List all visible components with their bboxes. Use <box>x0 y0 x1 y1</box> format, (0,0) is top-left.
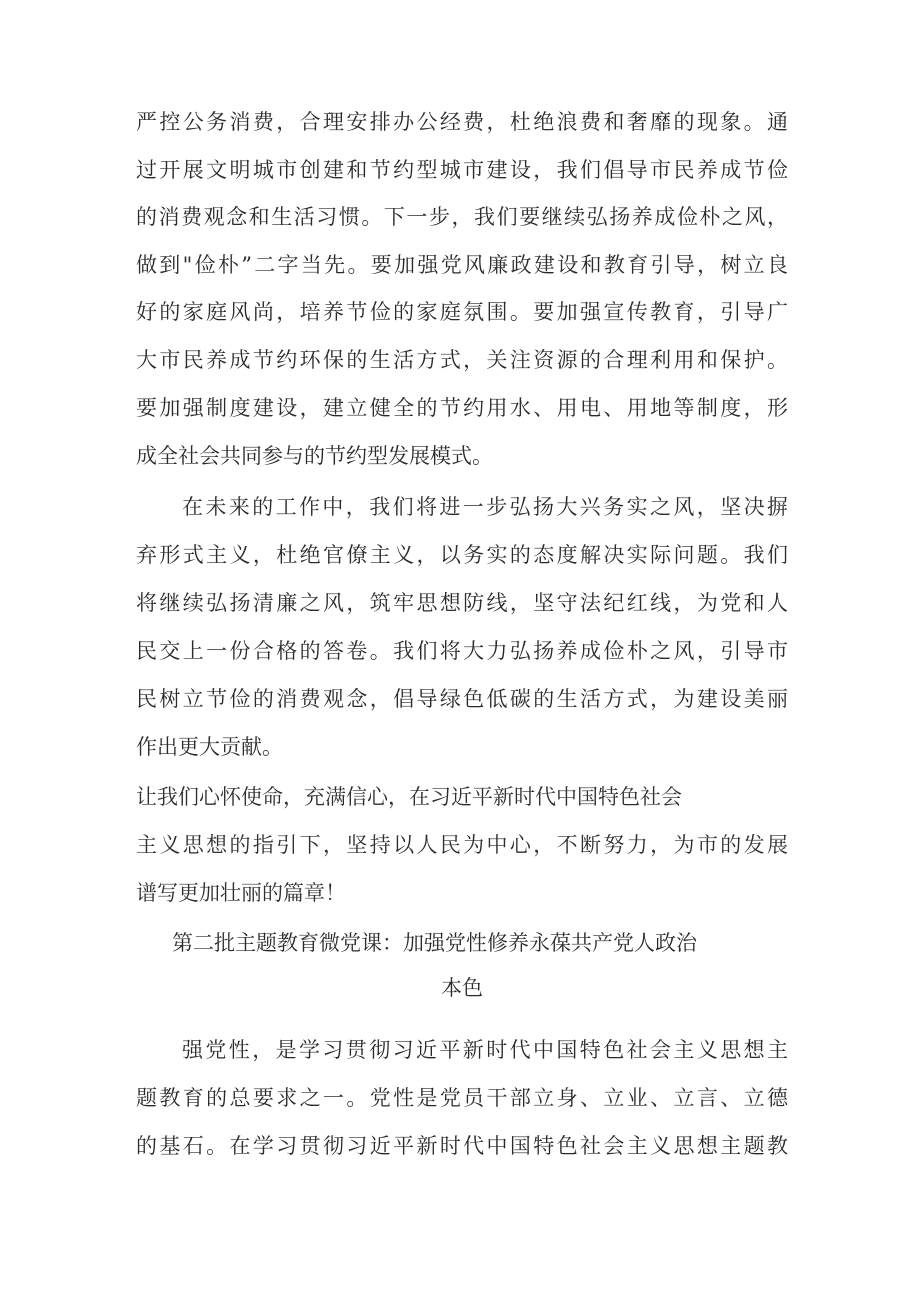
paragraph-2-line-3: 将继续弘扬清廉之风，筑牢思想防线，坚守法纪红线，为党和人 <box>136 591 788 615</box>
paragraph-1-line-7: 要加强制度建设，建立健全的节约用水、用电、用地等制度，形 <box>136 396 788 420</box>
paragraph-3-line-2: 主义思想的指引下，坚持以人民为中心，不断努力，为市的发展 <box>136 833 788 857</box>
paragraph-2-line-5: 民树立节俭的消费观念，倡导绿色低碳的生活方式，为建设美丽 <box>136 687 788 711</box>
paragraph-2-line-6: 作出更大贡献。 <box>136 735 283 759</box>
paragraph-1-line-8: 成全社会共同参与的节约型发展模式。 <box>136 444 493 468</box>
paragraph-3-line-1: 让我们心怀使命，充满信心，在习近平新时代中国特色社会 <box>136 785 682 809</box>
paragraph-2-line-4: 民交上一份合格的答卷。我们将大力弘扬养成俭朴之风，引导市 <box>136 639 788 663</box>
paragraph-1-line-1: 严控公务消费，合理安排办公经费，杜绝浪费和奢靡的现象。通 <box>136 110 788 134</box>
paragraph-4-line-3: 的基石。在学习贯彻习近平新时代中国特色社会主义思想主题教 <box>136 1134 788 1158</box>
paragraph-1-line-4: 做到"俭朴”二字当先。要加强党风廉政建设和教育引导，树立良 <box>136 253 788 277</box>
paragraph-1-line-5: 好的家庭风尚，培养节俭的家庭氛围。要加强宣传教育，引导广 <box>136 300 788 324</box>
paragraph-1-line-2: 过开展文明城市创建和节约型城市建设，我们倡导市民养成节俭 <box>136 158 788 182</box>
paragraph-2-line-1: 在未来的工作中，我们将进一步弘扬大兴务实之风，坚决摒 <box>182 495 788 519</box>
paragraph-1-line-3: 的消费观念和生活习惯。下一步，我们要继续弘扬养成俭朴之风， <box>136 205 788 229</box>
paragraph-4-line-2: 题教育的总要求之一。党性是党员干部立身、立业、立言、立德 <box>136 1086 788 1110</box>
section-heading-line-2: 本色 <box>441 976 483 1000</box>
section-heading-line-1: 第二批主题教育微党课：加强党性修养永葆共产党人政治 <box>172 931 697 955</box>
paragraph-3-line-3: 谱写更加壮丽的篇章！ <box>136 881 346 905</box>
paragraph-4-line-1: 强党性，是学习贯彻习近平新时代中国特色社会主义思想主 <box>182 1038 788 1062</box>
paragraph-1-line-6: 大市民养成节约环保的生活方式，关注资源的合理利用和保护。 <box>136 348 788 372</box>
paragraph-2-line-2: 弃形式主义，杜绝官僚主义，以务实的态度解决实际问题。我们 <box>136 543 788 567</box>
